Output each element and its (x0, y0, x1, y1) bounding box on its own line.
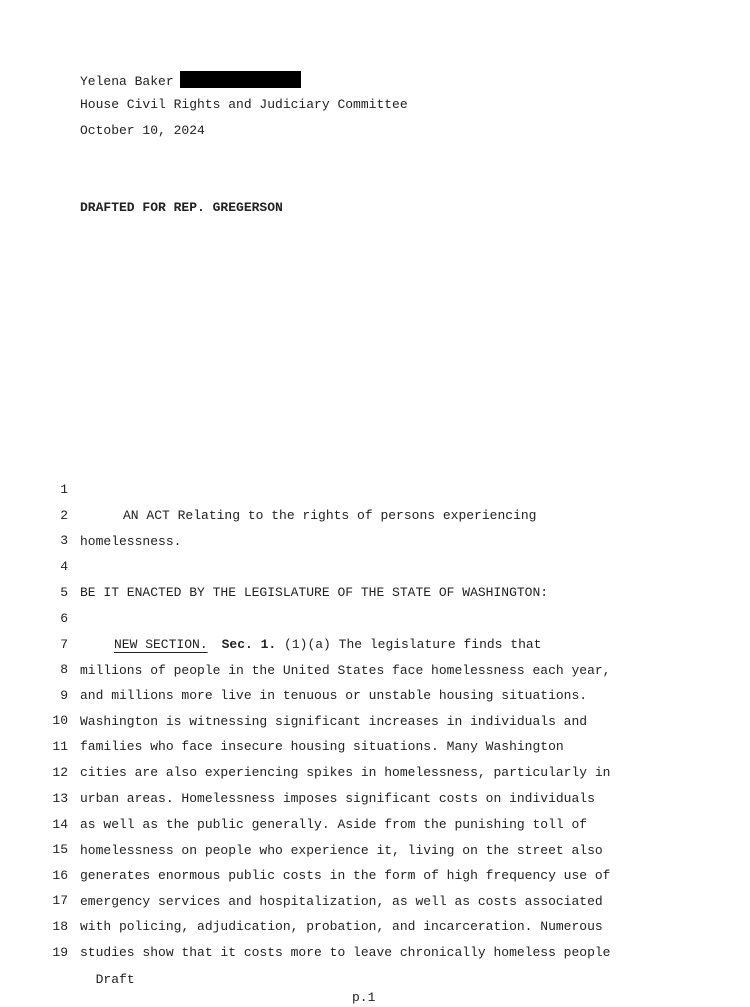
line-text: families who face insecure housing situations. Many Washington (80, 739, 564, 754)
line-number: 1 (60, 482, 68, 497)
line-number: 7 (60, 637, 68, 652)
line-text: Washington is witnessing significant increases in individuals and (80, 714, 588, 729)
bill-line (0, 528, 750, 600)
line-number: 16 (52, 868, 68, 883)
author-name: Yelena Baker (80, 74, 174, 89)
line-text: generates enormous public costs in the form of high frequency use of (80, 868, 611, 883)
line-number: 14 (52, 817, 68, 832)
line-number: 3 (60, 533, 68, 548)
line-text: as well as the public generally. Aside from the punishing toll of (80, 817, 588, 832)
section-number: Sec. 1. (221, 637, 277, 652)
line-text: cities are also experiencing spikes in homelessness, particularly in (80, 765, 611, 780)
line-text: (1)(a) The legislature finds that (276, 637, 542, 652)
line-number: 9 (60, 688, 68, 703)
line-text: millions of people in the United States face homelessness each year, (80, 663, 611, 678)
line-number: 4 (60, 559, 68, 574)
line-text: homelessness on people who experience it, living on the street also (80, 843, 603, 858)
line-number: 19 (52, 945, 68, 960)
bill-line (0, 580, 750, 652)
author-line (80, 71, 301, 90)
line-number: 15 (52, 842, 68, 857)
line-number: 12 (52, 765, 68, 780)
line-number: 13 (52, 791, 68, 806)
line-number: 10 (52, 713, 68, 728)
line-text: and millions more live in tenuous or unstable housing situations. (80, 688, 588, 703)
committee-name: House Civil Rights and Judiciary Committee (80, 97, 408, 112)
drafted-for-heading: DRAFTED FOR REP. GREGERSON (80, 200, 283, 215)
line-number: 2 (60, 508, 68, 523)
line-text: emergency services and hospitalization, as well as costs associated (80, 894, 603, 909)
bill-line (0, 451, 750, 523)
line-number: 17 (52, 893, 68, 908)
page-number: p.1 (352, 990, 376, 1005)
line-text: urban areas. Homelessness imposes significant costs on individuals (80, 791, 595, 806)
line-text: studies show that it costs more to leave chronically homeless people (80, 945, 611, 960)
enacting-clause: BE IT ENACTED BY THE LEGISLATURE OF THE STATE OF WASHINGTON: (80, 585, 549, 600)
footer-draft-label: Draft (95, 972, 135, 987)
line-text: homelessness. (80, 534, 182, 549)
page-footer (80, 953, 500, 1005)
line-number: 6 (60, 611, 68, 626)
line-number: 11 (52, 739, 68, 754)
document-date: October 10, 2024 (80, 123, 205, 138)
line-number: 5 (60, 585, 68, 600)
redaction-bar (180, 71, 301, 88)
line-text: with policing, adjudication, probation, and incarceration. Numerous (80, 919, 603, 934)
line-text: AN ACT Relating to the rights of persons experiencing (123, 508, 537, 523)
line-number: 18 (52, 919, 68, 934)
line-number: 8 (60, 662, 68, 677)
new-section-label: NEW SECTION. (114, 637, 208, 652)
